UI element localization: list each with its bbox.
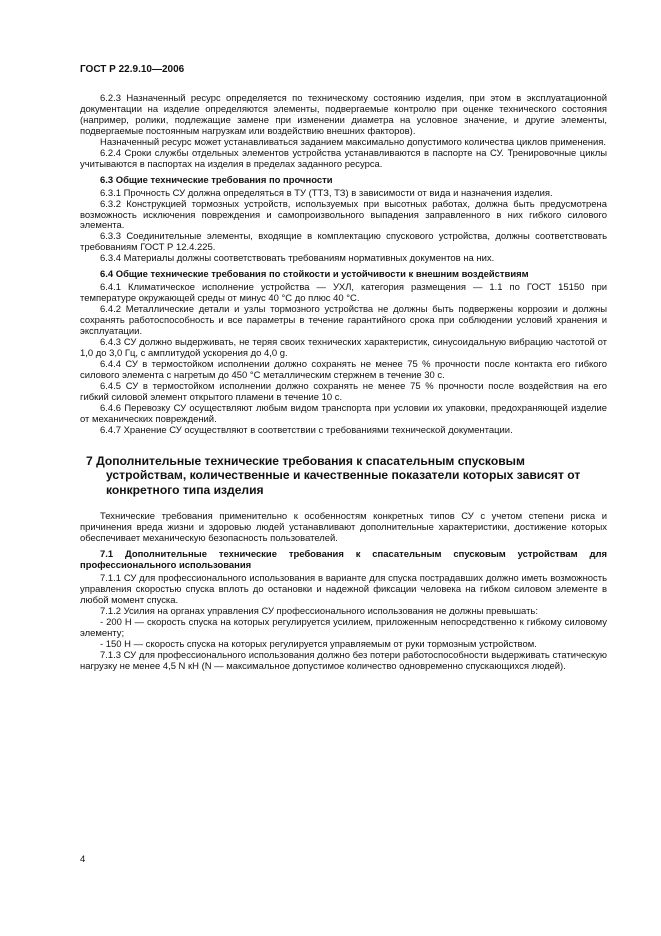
clause-6-2-3: 6.2.3 Назначенный ресурс определяется по техническому состоянию изделия, при этом в эксплуатационной документации на изделие определяются элементы, подвергаемые контролю при оценке технического состояния (например, ролики, подлежащие замене при изменении диаметра на условное значение, и другие элементы, подвергаемые постоянным нагрузкам или воздействию внешних факторов). (80, 93, 607, 137)
clause-6-4-3: 6.4.3 СУ должно выдерживать, не теряя своих технических характеристик, синусоидальную вибрацию частотой от 1,0 до 3,0 Гц, с амплитудой ускорения до 4,0 g. (80, 337, 607, 359)
clause-6-3-4: 6.3.4 Материалы должны соответствовать требованиям нормативных документов на них. (100, 253, 495, 265)
subsection-6-3-heading: 6.3 Общие технические требования по прочности (100, 174, 333, 186)
clause-7-1-2: 7.1.2 Усилия на органах управления СУ профессионального использования не должны превышать: (100, 606, 538, 617)
clause-7-1-2-item-b: - 150 Н — скорость спуска на которых регулируется управляемым от руки тормозным устройством. (100, 638, 537, 650)
section-7-heading: 7 Дополнительные технические требования к спасательным спусковым устройствам, количественные и качественные показатели которых зависят от конкретного типа изделия (86, 453, 581, 497)
subsection-7-1-heading: 7.1 Дополнительные технические требования к спасательным спусковым устройствам для профессионального использования (80, 549, 607, 572)
section-7-intro: Технические требования применительно к особенностям конкретных типов СУ с учетом степени риска и причинения вреда жизни и здоровью людей устанавливают дополнительные характеристики, достижение которых обеспечивает механическую безопасность пользователей. (80, 511, 607, 545)
page-number: 4 (80, 854, 86, 865)
document-header: ГОСТ Р 22.9.10—2006 (80, 64, 185, 75)
subsection-6-4-heading: 6.4 Общие технические требования по стойкости и устойчивости к внешним воздействиям (100, 269, 529, 281)
clause-6-4-6: 6.4.6 Перевозку СУ осуществляют любым видом транспорта при условии их упаковки, предохраняющей изделие от механических повреждений. (80, 402, 607, 425)
clause-6-3-1: 6.3.1 Прочность СУ должна определяться в ТУ (ТТЗ, ТЗ) в зависимости от вида и назначения изделия. (100, 187, 553, 199)
clause-6-4-1: 6.4.1 Климатическое исполнение устройства — УХЛ, категория размещения — 1.1 по ГОСТ 15150 при температуре окружающей среды от минус 40 °С до плюс 40 °С. (80, 282, 607, 305)
clause-6-2-3-note: Назначенный ресурс может устанавливаться заданием максимально допустимого количества циклов применения. (100, 136, 607, 148)
clause-6-4-7: 6.4.7 Хранение СУ осуществляют в соответствии с требованиями технической документации. (100, 424, 513, 436)
document-body (80, 94, 607, 673)
clause-6-3-3: 6.3.3 Соединительные элементы, входящие в комплектацию спускового устройства, должны соответствовать требованиям ГОСТ Р 12.4.225. (80, 231, 607, 254)
clause-6-4-5: 6.4.5 СУ в термостойком исполнении должно сохранять не менее 75 % прочности после воздействия на его гибкий силовой элемент открытого пламени в течение 10 с. (80, 380, 607, 403)
clause-6-4-4: 6.4.4 СУ в термостойком исполнении должно сохранять не менее 75 % прочности после контакта его гибкого силового элемента с нагретым до 450 °С металлическим стержнем в течение 30 с. (80, 358, 607, 381)
clause-7-1-1: 7.1.1 СУ для профессионального использования в варианте для спуска пострадавших должно иметь возможность управления скоростью спуска вплоть до остановки и надежной фиксации человека на гибком силовом элементе в любой момент спуска. (80, 573, 607, 607)
clause-6-2-4: 6.2.4 Сроки службы отдельных элементов устройства устанавливаются в паспорте на СУ. Тренировочные циклы учитываются в паспортах на изделия в пределах заданного ресурса. (80, 147, 607, 170)
clause-7-1-2-item-a: - 200 Н — скорость спуска на которых регулируется усилием, приложенным непосредственно к гибкому силовому элементу; (80, 616, 607, 639)
clause-6-4-2: 6.4.2 Металлические детали и узлы тормозного устройства не должны быть подвержены коррозии и должны сохранять работоспособность и все параметры в течение гарантийного срока при соблюдении условий хранения и эксплуатации. (80, 304, 607, 338)
clause-7-1-3: 7.1.3 СУ для профессионального использования должно без потери работоспособности выдерживать статическую нагрузку не менее 4,5 N кН (N — максимальное допустимое количество одновременно спускающихся людей). (80, 649, 607, 672)
clause-6-3-2: 6.3.2 Конструкцией тормозных устройств, используемых при высотных работах, должна быть предусмотрена возможность исключения повреждения и самопроизвольного выпадения заправленного в них гибкого силового элемента. (80, 198, 607, 232)
